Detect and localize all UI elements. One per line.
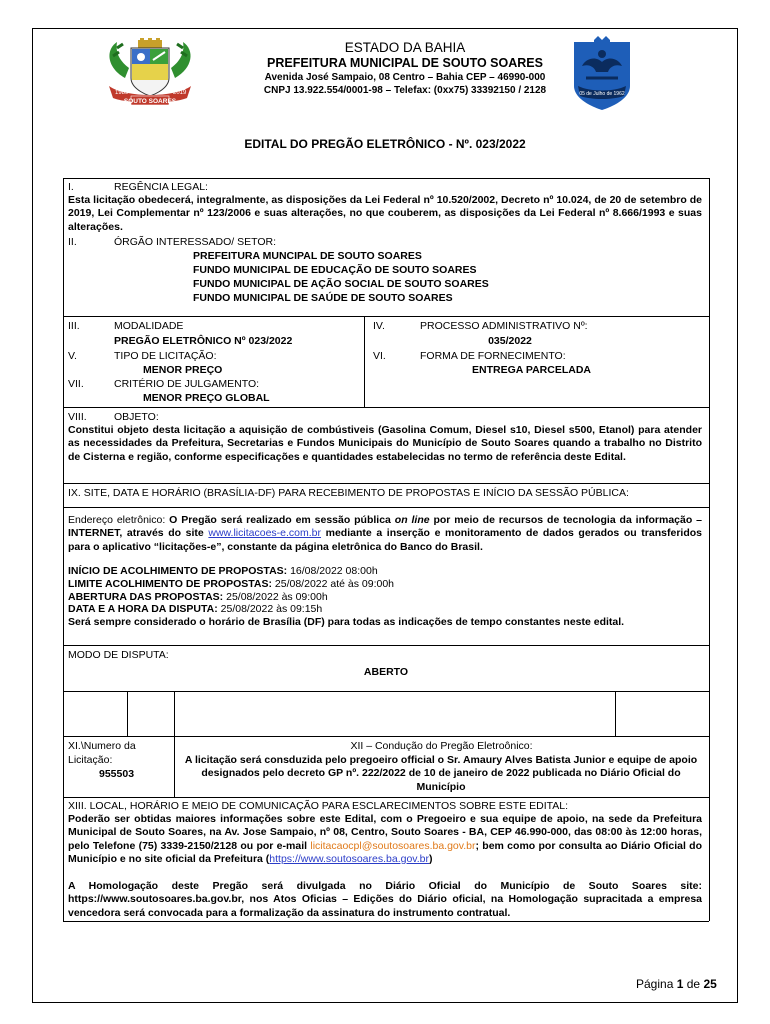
row-divider [63,736,709,737]
of-label: de [686,977,701,991]
section-8-text: Constitui objeto desta licitação a aquisição de combústiveis (Gasolina Comum, Diesel s10, Diesel s500, Etanol) para atender as necessidades da Prefeitura, Secretarias e Fundos Municipais do Município de Souto Soares quando a trabalho no Distrito de Cisterna e região, conforme especificações e quantidades estabelecidas no termo de referência deste Edital. [68,424,702,463]
disputa-line [68,603,322,616]
limite-line [68,578,394,591]
row-divider [63,691,709,692]
section-3-label: MODALIDADE [114,320,184,332]
table-border-right [709,178,710,921]
section-5-value: MENOR PREÇO [143,364,223,376]
prefecture-site-link[interactable]: https://www.soutosoares.ba.gov.br [269,852,430,865]
section-4-number: IV. [373,320,385,332]
state-name: ESTADO DA BAHIA [344,40,466,55]
letterhead [210,40,600,97]
section-7-number: VII. [68,378,84,390]
section-13-label: XIII. LOCAL, HORÁRIO E MEIO DE COMUNICAÇÃO PARA ESCLARECIMENTOS SOBRE ESTE EDITAL: [68,800,569,812]
col-divider [364,316,365,407]
section-10-value: ABERTO [363,666,409,678]
section-10-label: MODO DE DISPUTA: [68,649,169,661]
row-divider [63,507,709,508]
section-13-text [68,813,702,866]
row-divider [63,483,709,484]
licitacoes-link[interactable]: www.licitacoes-e.com.br [208,527,322,540]
section-11-label-1: XI.\Numero da [68,740,136,752]
organ-item: FUNDO MUNICIPAL DE AÇÃO SOCIAL DE SOUTO SOARES [193,278,489,290]
abertura-label: ABERTURA DAS PROPOSTAS: [68,591,224,603]
brasilia-note: Será sempre considerado o horário de Brasília (DF) para todas as indicações de tempo constantes neste edital. [68,616,625,628]
prefecture-address: Avenida José Sampaio, 08 Centro – Bahia CEP – 46990-000 [264,72,546,83]
section-7-value: MENOR PREÇO GLOBAL [143,392,270,404]
prefecture-name: PREFEITURA MUNICIPAL DE SOUTO SOARES [267,56,543,70]
section-1-text: Esta licitação obedecerá, integralmente, as disposições da Lei Federal nº 10.520/2002, Decreto nº 10.024, de 20 de setembro de 2019, Lei Complementar nº 123/2006 e suas alterações, no que couberem, as disposições da Lei Federal nº 8.666/1993 e suas alterações. [68,194,702,233]
logo-left-name: SOUTO SOARES [123,98,177,105]
section-7-label: CRITÉRIO DE JULGAMENTO: [114,378,260,390]
section-9-address [68,514,702,554]
limite-label: LIMITE ACOLHIMENTO DE PROPOSTAS: [68,578,272,590]
section-6-value: ENTREGA PARCELADA [472,364,592,376]
row-divider [63,645,709,646]
section-5-number: V. [68,350,77,362]
col-divider [127,691,128,736]
section-4-value: 035/2022 [488,335,532,347]
inicio-line [68,565,378,578]
address-label: Endereço eletrônico: [68,514,166,526]
organ-item: FUNDO MUNICIPAL DE EDUCAÇÃO DE SOUTO SOARES [193,264,477,276]
section-13-text-2: ; bem como por consulta ao Diário Oficial do Município e no site oficial da Prefeitura ( [68,839,703,865]
section-4-label: PROCESSO ADMINISTRATIVO Nº: [420,320,588,332]
section-12-label: XII – Condução do Pregão Eletroônico: [350,740,533,752]
edital-title: EDITAL DO PREGÃO ELETRÔNICO - Nº. 023/2022 [244,137,526,151]
current-page: 1 [676,977,684,991]
section-8-number: VIII. [68,411,87,423]
section-12-text: A licitação será consduzida pelo pregoeiro official o Sr. Amaury Alves Batista Junior e equipe de apoio designados pelo decreto GP nº. 222/2022 de 10 de janeiro de 2022 publicada no Diário Oficial do Município [184,754,698,793]
section-8-label: OBJETO: [114,411,159,423]
section-1-number: I. [68,181,74,193]
email-link[interactable]: licitacaocpl@soutosoares.ba.gov.br [310,839,476,852]
inicio-value: 16/08/2022 08:00h [290,565,378,577]
section-2-number: II. [68,236,77,248]
limite-value: 25/08/2022 até às 09:00h [274,578,395,590]
section-6-number: VI. [373,350,386,362]
section-6-label: FORMA DE FORNECIMENTO: [420,350,566,362]
inicio-label: INÍCIO DE ACOLHIMENTO DE PROPOSTAS: [68,565,288,577]
prefecture-cnpj: CNPJ 13.922.554/0001-98 – Telefax: (0xx75) 33392150 / 2128 [263,85,547,96]
address-text-3: mediante a inserção e monitoramento de dados gerados ou transferidos para o aplicativo “licitações-e”, constante da página eletrônica do Banco do Brasil. [68,527,702,553]
table-border-bottom [63,921,709,922]
section-2-label: ÓRGÃO INTERESSADO/ SETOR: [114,236,277,248]
homologation-text: A Homologação deste Pregão será divulgada no Diário Oficial do Município de Souto Soares site: https://www.soutosoares.ba.gov.br, nos Atos Oficias – Edições do Diário oficial, na Homologação supracitada a empresa vencedora será convocada para a formalização da assinatura do instrumento contratual. [68,880,702,919]
logo-left-year-end: 2019 [173,90,187,96]
municipal-coat-of-arms-logo [95,38,205,110]
table-border-top [63,178,709,179]
address-text-2: por meio de recursos de tecnologia da informação – INTERNET, através do site [68,514,702,540]
section-11-label-2: Licitação: [68,754,113,766]
row-divider [63,316,709,317]
section-13-text-1: Poderão ser obtidas maiores informações sobre este Edital, com o Pregoeiro e sua equipe de apoio, na sede da Prefeitura Municipal de Souto Soares, na Av. Jose Sampaio, nº 08, Centro, Souto Soares - BA, CEP 46.990-000, das 08:00 às 12:00 horas, pelo Telefone (75) 3339-2150/2128 ou por e-mail [68,813,702,852]
abertura-value: 25/08/2022 às 09:00h [226,591,328,603]
disputa-label: DATA E A HORA DA DISPUTA: [68,603,218,615]
table-border-left [63,178,64,921]
section-9-label: IX. SITE, DATA E HORÁRIO (BRASÍLIA-DF) PARA RECEBIMENTO DE PROPOSTAS E INÍCIO DA SESSÃO PÚBLICA: [68,487,629,499]
organ-item: FUNDO MUNICIPAL DE SAÚDE DE SOUTO SOARES [193,292,453,304]
address-online: on line [394,514,430,526]
section-1-label: REGÊNCIA LEGAL: [114,181,208,193]
row-divider [63,407,709,408]
address-text-1: O Pregão será realizado em sessão pública [169,514,391,526]
section-13-text-3: ) [429,852,433,865]
page-number [636,977,717,991]
section-3-value: PREGÃO ELETRÔNICO Nº 023/2022 [114,335,293,347]
total-pages: 25 [703,977,717,991]
section-11-value: 955503 [99,768,135,780]
organ-item: PREFEITURA MUNCIPAL DE SOUTO SOARES [193,250,422,262]
disputa-value: 25/08/2022 às 09:15h [220,603,323,615]
row-divider [63,797,709,798]
col-divider [615,691,616,736]
logo-right-date: 05 de Julho de 1962 [579,91,625,97]
section-5-label: TIPO DE LICITAÇÃO: [114,350,217,362]
logo-left-year-start: 1989 [115,90,129,96]
page-label: Página [636,977,674,991]
section-3-number: III. [68,320,80,332]
